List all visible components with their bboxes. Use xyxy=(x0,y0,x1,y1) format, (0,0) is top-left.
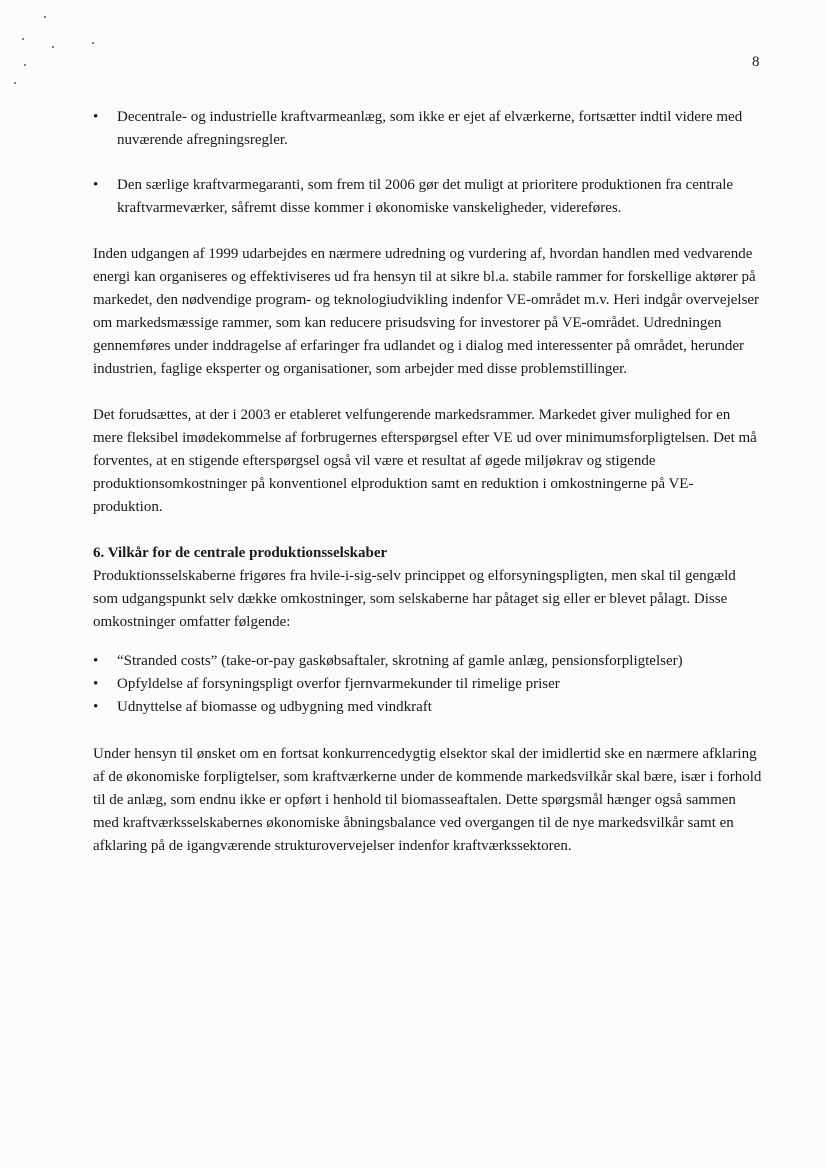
page-number: 8 xyxy=(752,54,760,70)
scan-speck xyxy=(24,64,26,66)
scan-speck xyxy=(52,46,54,48)
bullet-item: • Decentrale- og industrielle kraftvarmeanlæg, som ikke er ejet af elværkerne, fortsætter indtil videre med nuværende afregningsregler. xyxy=(93,106,763,152)
page-content xyxy=(93,106,763,881)
closing-paragraph: Under hensyn til ønsket om en fortsat konkurrencedygtig elsektor skal der imidlertid ske en nærmere afklaring af de økonomiske forpligtelser, som kraftværkerne under de kommende markedsvilkår skal bære, især i forhold til de anlæg, som endnu ikke er opført i henhold til biomasseaftalen. Dette spørgsmål hænger også sammen med kraftværksselskabernes økonomiske åbningsbalance ved overgangen til de nye markedsvilkår samt en afklaring på de igangværende strukturovervejelser indenfor kraftværkssektoren. xyxy=(93,746,762,854)
paragraph-market-framework: Det forudsættes, at der i 2003 er etableret velfungerende markedsrammer. Markedet giver mulighed for en mere fleksibel imødekommelse af forbrugernes efterspørgsel efter VE ud over minimumsforpligtelsen. Det må forventes, at en stigende efterspørgsel også vil være et resultat af øgede miljøkrav og stigende produktionsomkostninger på konventionel elproduktion samt en reduktion i omkostningerne på VE-produktion. xyxy=(93,407,757,515)
cost-item: • Opfyldelse af forsyningspligt overfor fjernvarmekunder til rimelige priser xyxy=(93,673,763,696)
section-heading: 6. Vilkår for de centrale produktionsselskaber xyxy=(93,545,388,561)
top-bullet-list xyxy=(93,106,763,220)
scan-speck xyxy=(92,42,94,44)
scan-speck xyxy=(22,38,24,40)
scan-speck xyxy=(14,82,16,84)
bullet-item: • Den særlige kraftvarmegaranti, som frem til 2006 gør det muligt at prioritere produktionen fra centrale kraftvarmeværker, såfremt disse kommer i økonomiske vanskeligheder, videreføres. xyxy=(93,174,763,220)
cost-item: • “Stranded costs” (take-or-pay gaskøbsaftaler, skrotning af gamle anlæg, pensionsforpligtelser) xyxy=(93,650,763,673)
paragraph-ve-assessment: Inden udgangen af 1999 udarbejdes en nærmere udredning og vurdering af, hvordan handlen med vedvarende energi kan organiseres og effektiviseres ud fra hensyn til at sikre bl.a. stabile rammer for forskellige aktører på markedet, den nødvendige program- og teknologiudvikling indenfor VE-området m.v. Heri indgår overvejelser om markedsmæssige rammer, som kan reducere prisudsving for investorer på VE-området. Udredningen gennemføres under inddragelse af erfaringer fra udlandet og i dialog med interessenter på området, herunder industrien, faglige eksperter og organisationer, som arbejder med disse problemstillinger. xyxy=(93,246,760,377)
cost-item: • Udnyttelse af biomasse og udbygning med vindkraft xyxy=(93,696,763,719)
cost-list xyxy=(93,650,763,719)
section-intro: Produktionsselskaberne frigøres fra hvile-i-sig-selv princippet og elforsyningspligten, men skal til gengæld som udgangspunkt selv dække omkostninger, som selskaberne har påtaget sig eller er blevet pålagt. Disse omkostninger omfatter følgende: xyxy=(93,568,736,630)
scan-speck xyxy=(44,16,46,18)
